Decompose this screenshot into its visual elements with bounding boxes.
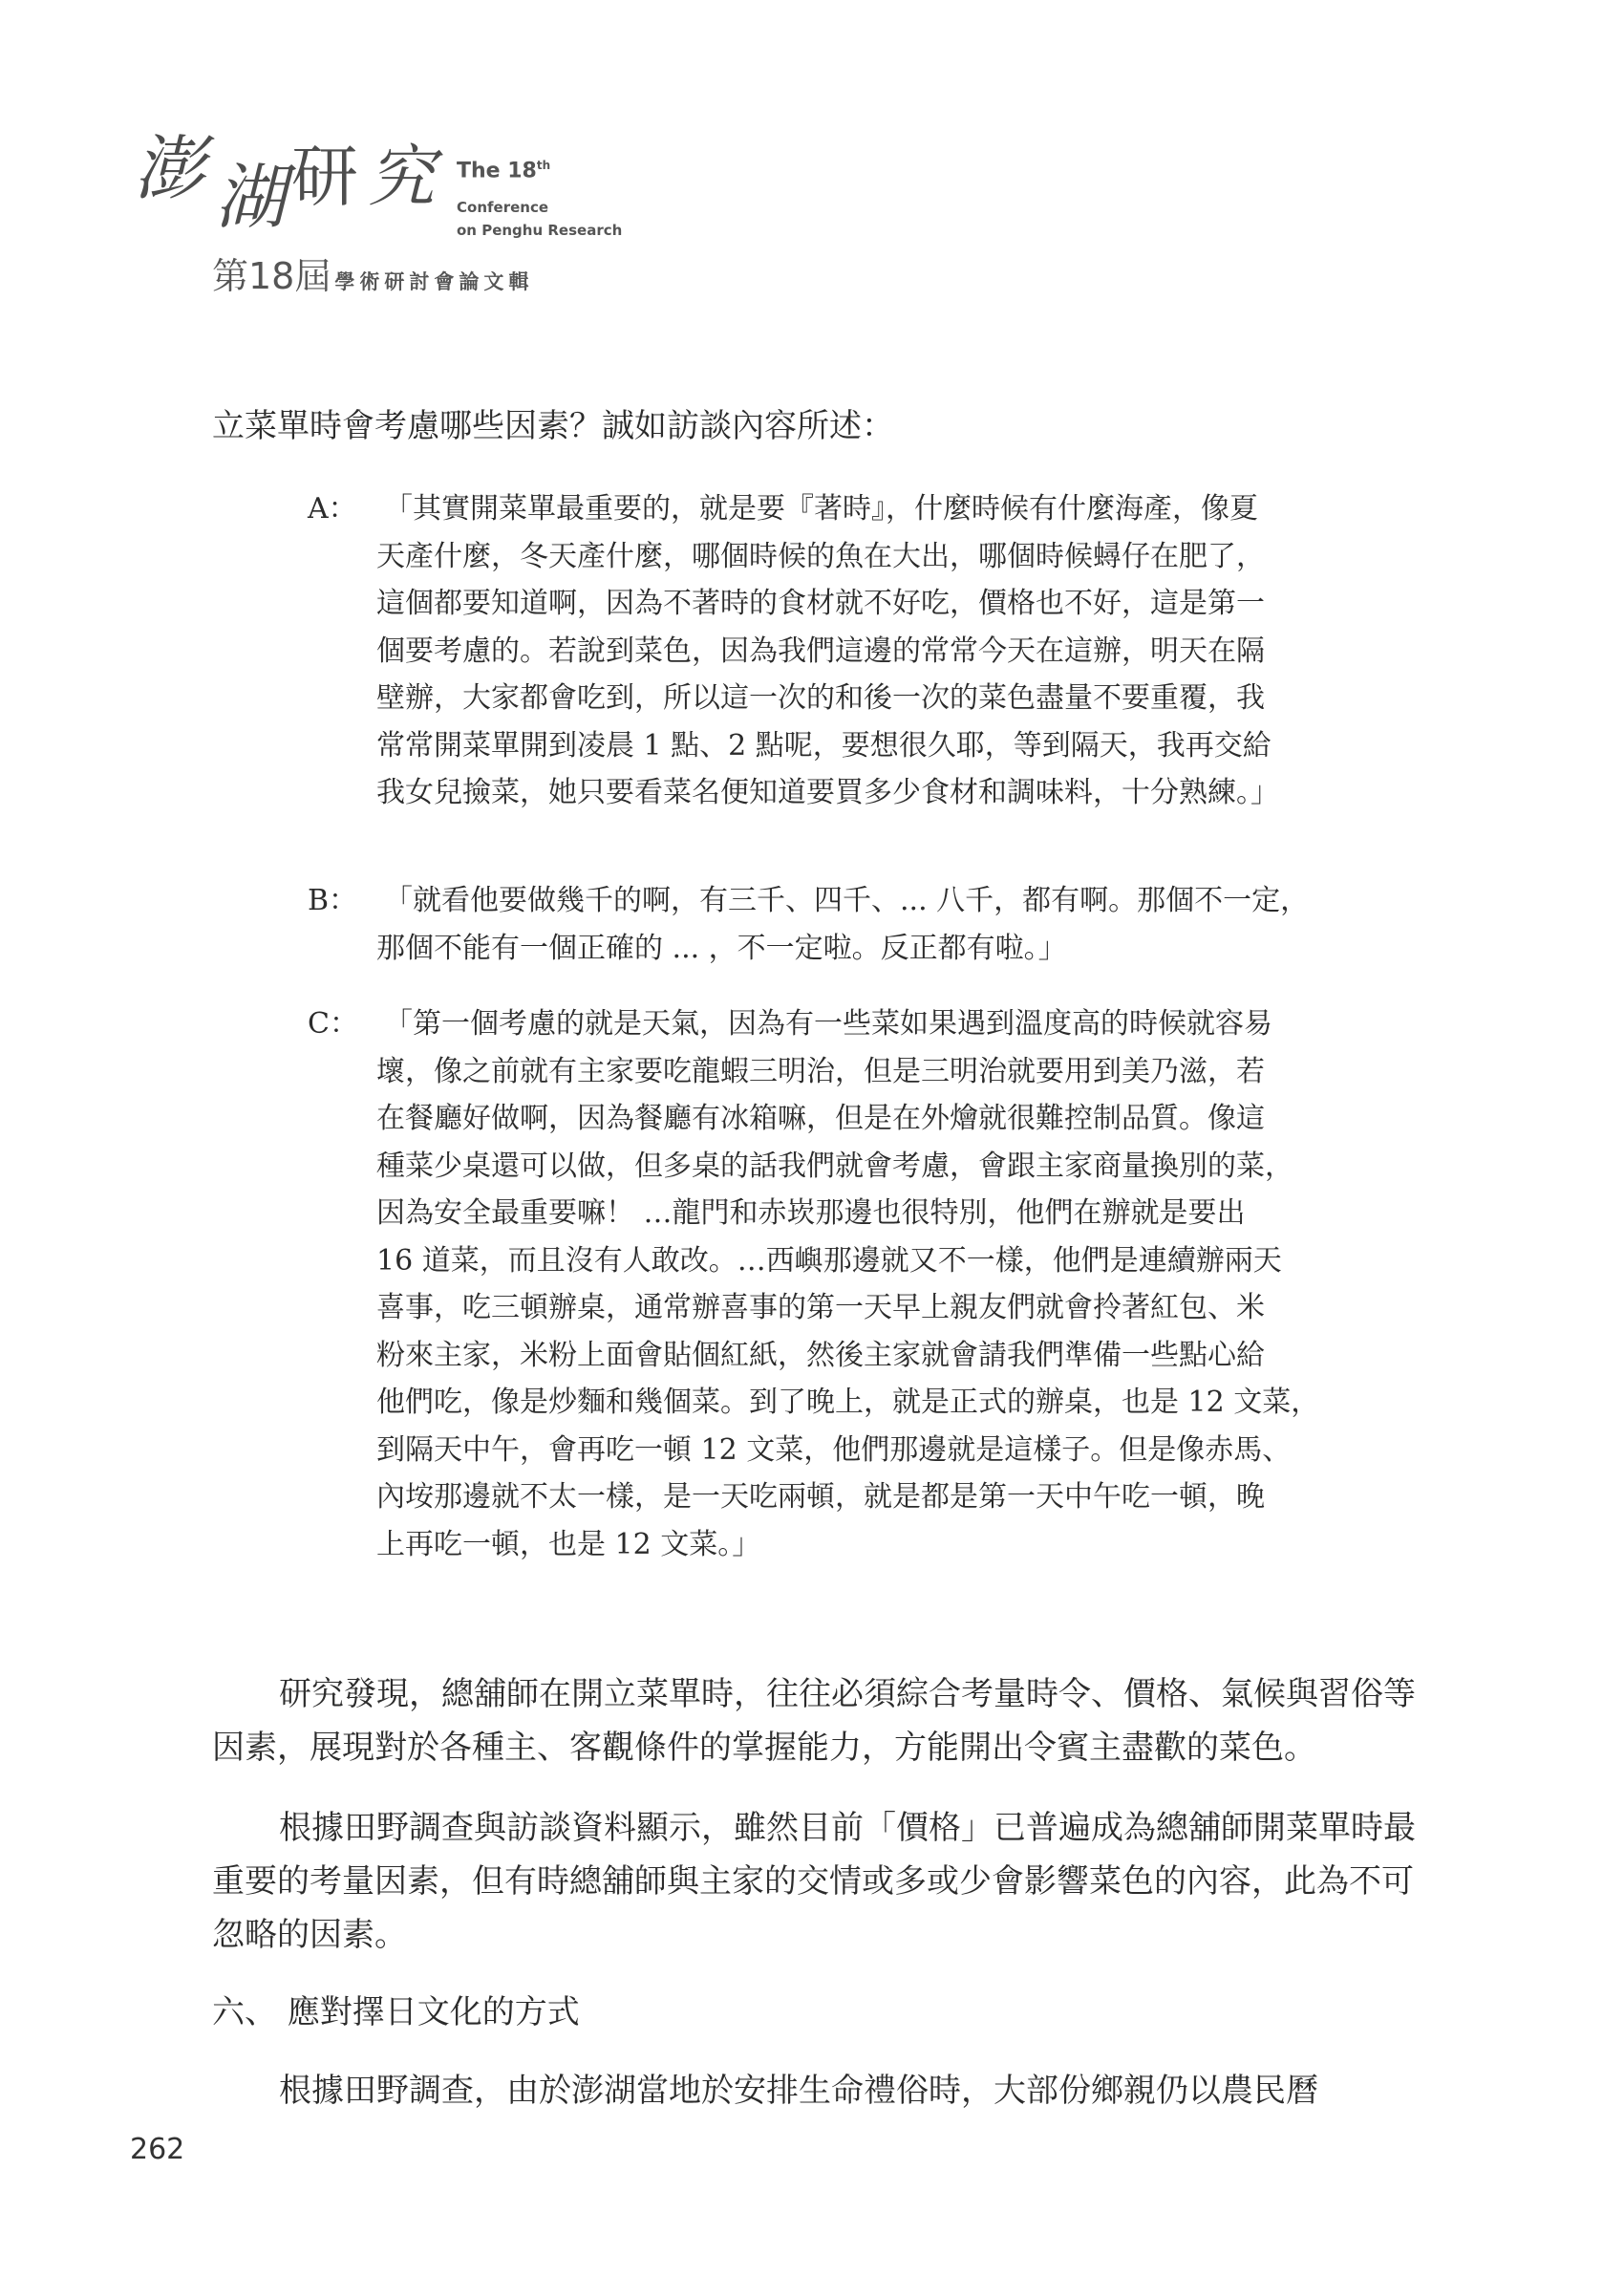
intro-text: 立菜單時會考慮哪些因素？誠如訪談內容所述： xyxy=(212,407,894,445)
quote-line: 壞，像之前就有主家要吃龍蝦三明治，但是三明治就要用到美乃滋，若 xyxy=(376,1054,1265,1088)
quote-line: 「其實開菜單最重要的，就是要『著時』，什麼時候有什麼海產，像夏 xyxy=(384,492,1258,526)
paragraph-line: 根據田野調查與訪談資料顯示，雖然目前「價格」已普遍成為總舖師開菜單時最 xyxy=(279,1809,1416,1847)
conference-subtitle: on Penghu Research xyxy=(457,222,623,239)
quote-line: 因為安全最重要嘛！ …龍門和赤崁那邊也很特別，他們在辦就是要出 xyxy=(376,1196,1246,1230)
quote-line: 壁辦，大家都會吃到，所以這一次的和後一次的菜色盡量不要重覆，我 xyxy=(376,681,1265,715)
quote-line: 喜事，吃三頓辦桌，通常辦喜事的第一天早上親友們就會拎著紅包、米 xyxy=(376,1291,1265,1324)
quote-line: 我女兒撿菜，她只要看菜名便知道要買多少食材和調味料，十分熟練。」 xyxy=(376,776,1279,809)
paragraph-line: 重要的考量因素，但有時總舖師與主家的交情或多或少會影響菜色的內容，此為不可 xyxy=(212,1862,1414,1901)
paragraph-line: 研究發現，總舖師在開立菜單時，往往必須綜合考量時令、價格、氣候與習俗等 xyxy=(279,1675,1416,1713)
conference-title-text: The 18 xyxy=(457,159,537,183)
quote-tag: B： xyxy=(308,884,358,917)
conference-header xyxy=(124,128,659,297)
quote-line: 內垵那邊就不太一樣，是一天吃兩頓，就是都是第一天中午吃一頓，晚 xyxy=(376,1480,1265,1514)
conference-title xyxy=(457,159,550,183)
quote-line: 個要考慮的。若說到菜色，因為我們這邊的常常今天在這辦，明天在隔 xyxy=(376,634,1265,668)
body-paragraph xyxy=(212,2064,1411,2117)
logo-char: 究 xyxy=(368,138,435,216)
quote-line: 「第一個考慮的就是天氣，因為有一些菜如果遇到溫度高的時候就容易 xyxy=(384,1007,1272,1041)
ordinal-suffix: th xyxy=(536,159,551,172)
interview-quote-a xyxy=(308,485,1411,817)
quote-line: 他們吃，像是炒麵和幾個菜。到了晚上，就是正式的辦桌，也是 12 文菜， xyxy=(376,1386,1320,1419)
quote-line: 到隔天中午，會再吃一頓 12 文菜，他們那邊就是這樣子。但是像赤馬、 xyxy=(376,1432,1292,1467)
quote-line: 常常開菜單開到凌晨 1 點、2 點呢，要想很久耶，等到隔天，我再交給 xyxy=(376,728,1271,763)
paragraph-line: 根據田野調查，由於澎湖當地於安排生命禮俗時，大部份鄉親仍以農民曆 xyxy=(279,2072,1318,2110)
edition-main: 第18屆 xyxy=(212,255,331,297)
logo-char: 澎 xyxy=(134,128,204,210)
edition-sub: 學術研討會論文輯 xyxy=(334,270,534,293)
edition-label xyxy=(212,247,533,299)
paragraph-line: 因素，展現對於各種主、客觀條件的掌握能力，方能開出令賓主盡歡的菜色。 xyxy=(212,1729,1316,1767)
logo-char: 湖 xyxy=(215,157,286,239)
conference-subtitle: Conference xyxy=(457,199,549,216)
interview-quote-c xyxy=(308,1000,1411,1568)
quote-tag: C： xyxy=(308,1007,358,1041)
quote-line: 粉來主家，米粉上面會貼個紅紙，然後主家就會請我們準備一些點心給 xyxy=(376,1338,1265,1372)
body-paragraph xyxy=(212,1667,1416,1774)
body-paragraph xyxy=(212,1801,1416,1962)
quote-line: 天產什麼，冬天產什麼，哪個時候的魚在大出，哪個時候蟳仔在肥了， xyxy=(376,539,1265,573)
quote-line: 「就看他要做幾千的啊，有三千、四千、... 八千，都有啊。那個不一定， xyxy=(384,884,1310,917)
quote-line: 上再吃一頓，也是 12 文菜。」 xyxy=(376,1527,761,1561)
paragraph-line: 忽略的因素。 xyxy=(212,1916,407,1954)
quote-line: 種菜少桌還可以做，但多桌的話我們就會考慮，會跟主家商量換別的菜， xyxy=(376,1149,1293,1183)
quote-line: 在餐廳好做啊，因為餐廳有冰箱嘛，但是在外燴就很難控制品質。像這 xyxy=(376,1102,1265,1135)
quote-line: 這個都要知道啊，因為不著時的食材就不好吃，價格也不好，這是第一 xyxy=(376,587,1265,620)
quote-line: 那個不能有一個正確的 ... ，不一定啦。反正都有啦。」 xyxy=(376,931,1067,965)
section-heading: 六、 應對擇日文化的方式 xyxy=(212,1993,580,2031)
page-number: 262 xyxy=(130,2133,185,2166)
logo-char: 研 xyxy=(291,138,358,216)
interview-quote-b xyxy=(308,877,1411,972)
quote-tag: A： xyxy=(308,492,357,526)
quote-line: 16 道菜，而且沒有人敢改。…西嶼那邊就又不一樣，他們是連續辦兩天 xyxy=(376,1243,1282,1278)
